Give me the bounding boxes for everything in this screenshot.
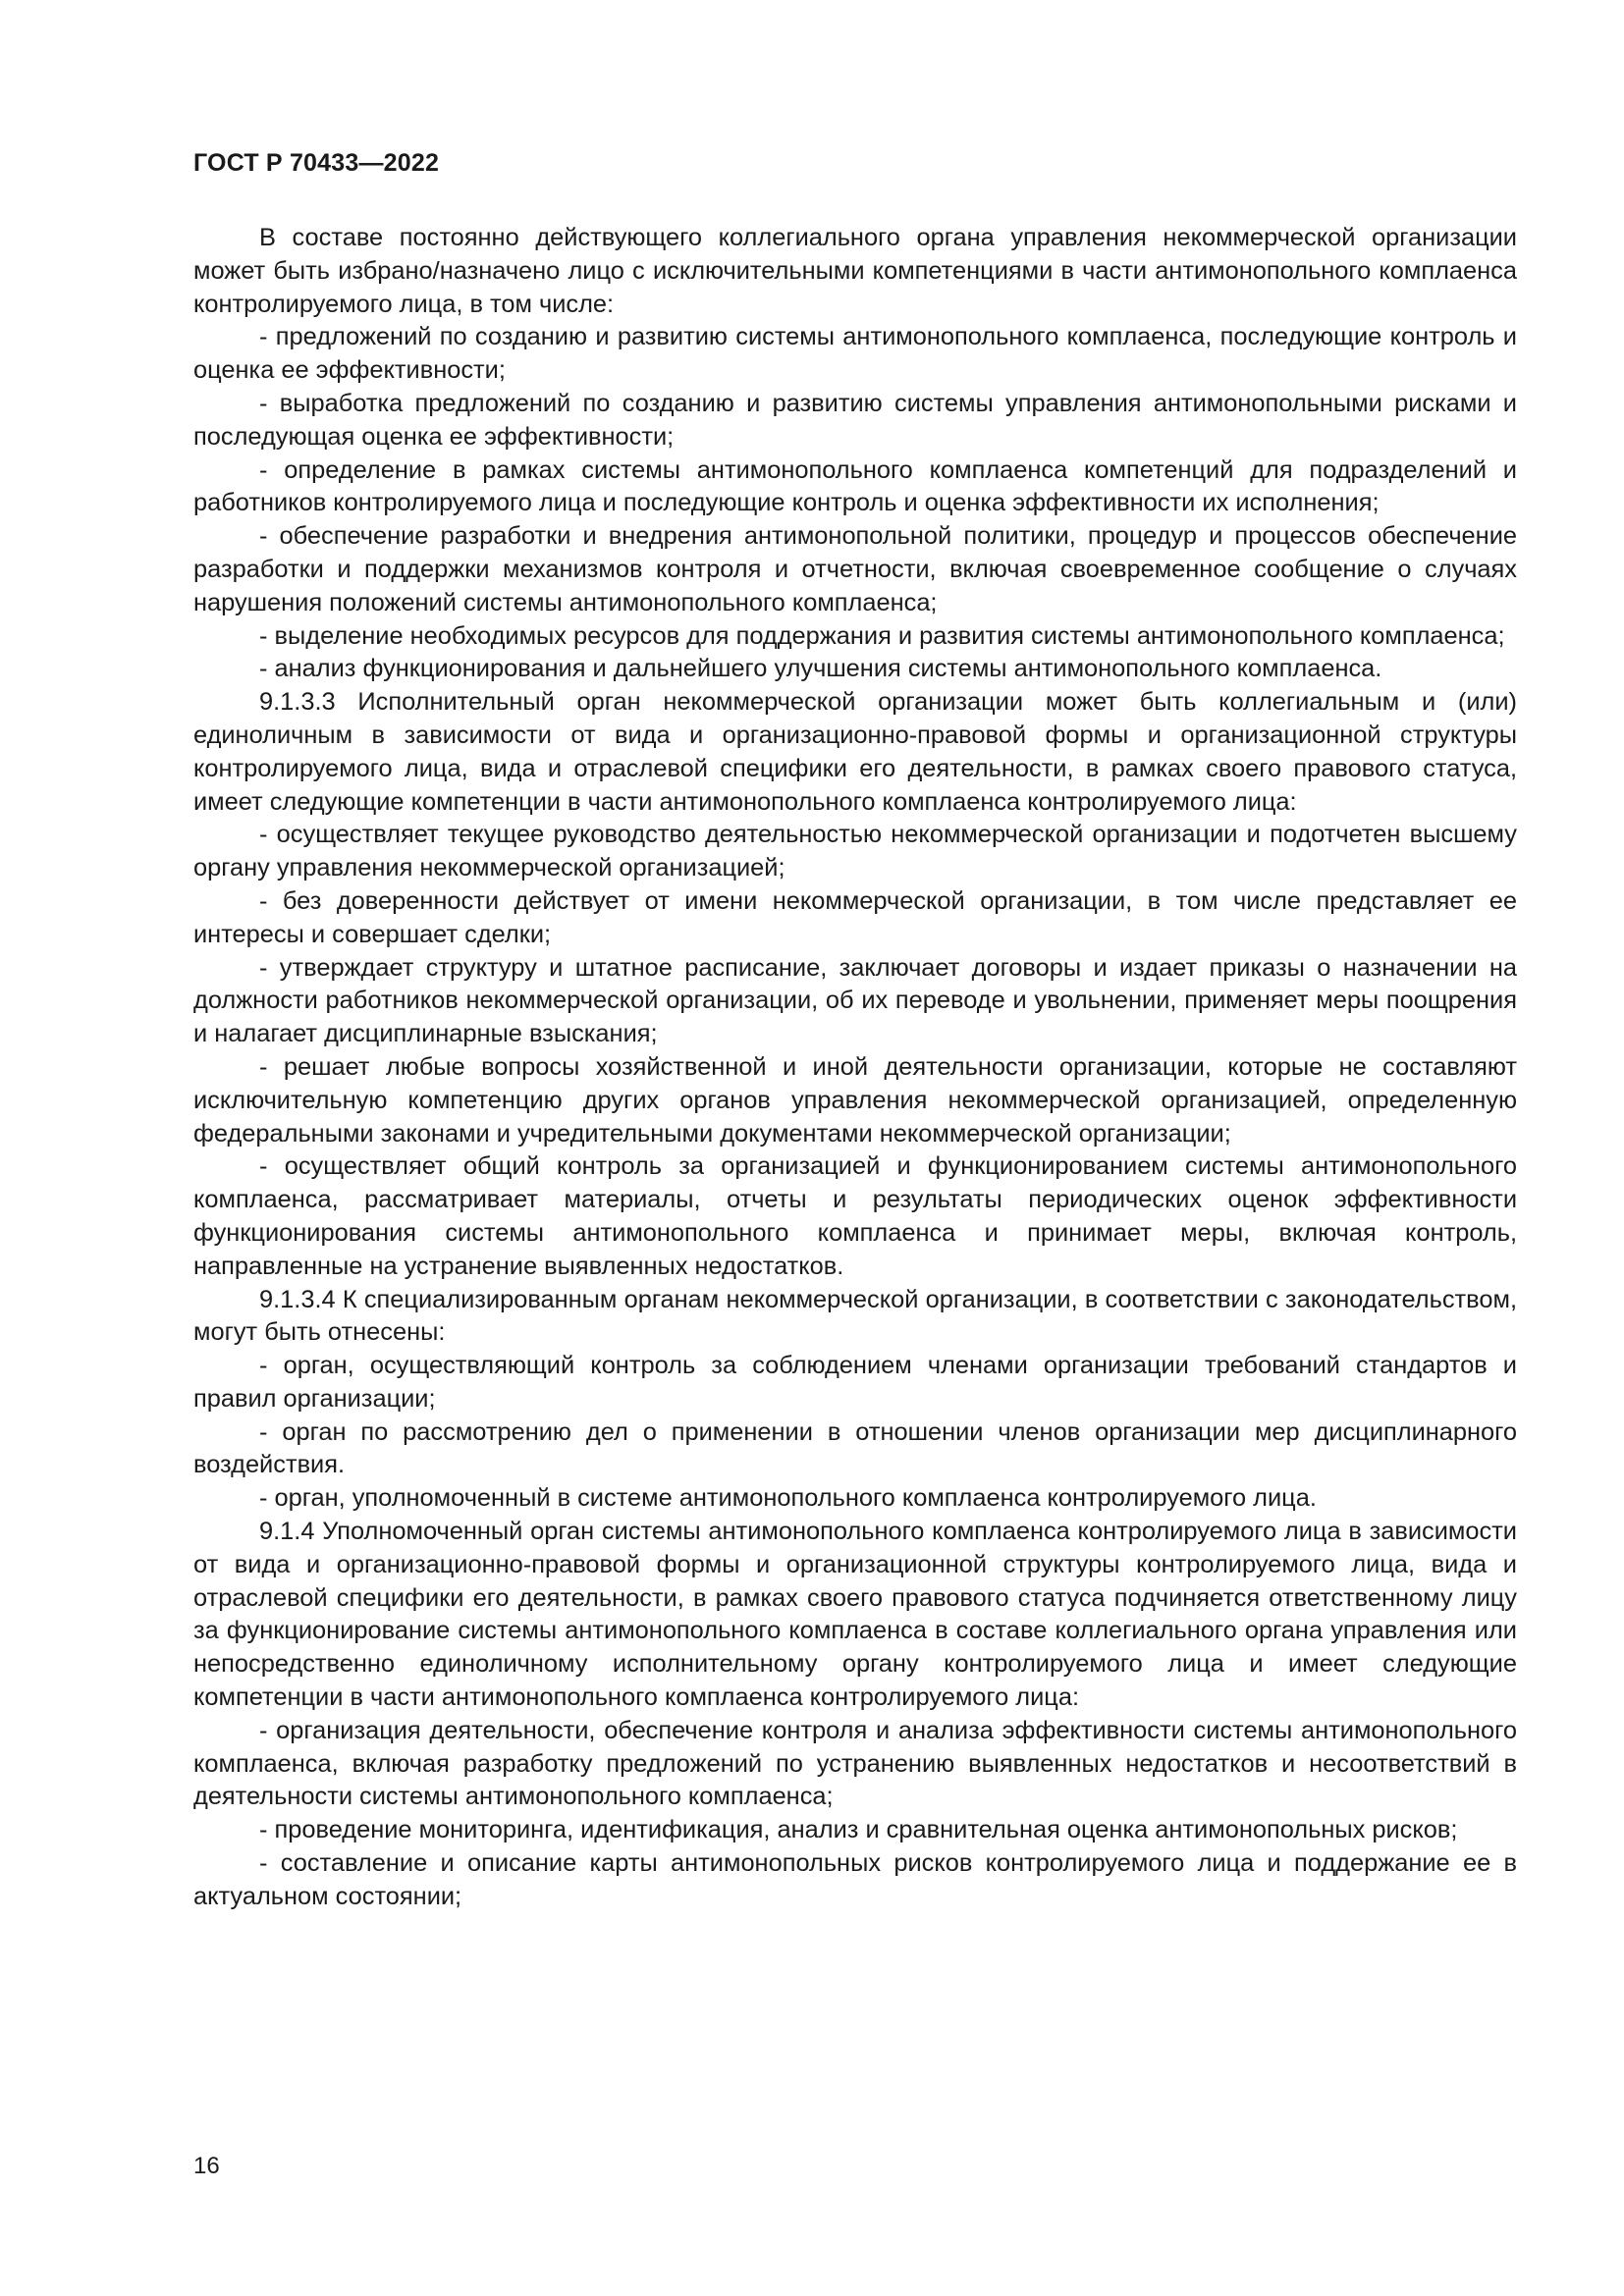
- paragraph: - орган, осуществляющий контроль за соблюдением членами организации требований стандартов и правил организации;: [193, 1352, 1517, 1413]
- paragraph: В составе постоянно действующего коллегиального органа управления некоммерческой организации может быть избрано/назначено лицо с исключительными компетенциями в части антимонопольного комплаенса контролируемого лица, в том числе:: [193, 224, 1517, 318]
- document-body: [193, 222, 1517, 1914]
- paragraph: - проведение мониторинга, идентификация, анализ и сравнительная оценка антимонопольных рисков;: [259, 1816, 1458, 1844]
- paragraph: - определение в рамках системы антимонопольного комплаенса компетенций для подразделений и работников контролируемого лица и последующие контроль и оценка эффективности их исполнения;: [193, 455, 1517, 517]
- paragraph: - утверждает структуру и штатное расписание, заключает договоры и издает приказы о назначении на должности работников некоммерческой организации, об их переводе и увольнении, применяет меры поощрения и налагает дисциплинарные взыскания;: [193, 953, 1517, 1048]
- document-header: ГОСТ Р 70433—2022: [193, 149, 440, 177]
- paragraph: - предложений по созданию и развитию системы антимонопольного комплаенса, последующие контроль и оценка ее эффективности;: [193, 323, 1517, 385]
- paragraph: 9.1.4 Уполномоченный орган системы антимонопольного комплаенса контролируемого лица в зависимости от вида и организационно-правовой формы и организационной структуры контролируемого лица, вида и отраслевой специфики его деятельности, в рамках своего правового статуса подчиняется ответственному лицу за функционирование системы антимонопольного комплаенса в составе коллегиального органа управления или непосредственно единоличному исполнительному органу контролируемого лица и имеет следующие компетенции в части антимонопольного комплаенса контролируемого лица:: [193, 1518, 1517, 1712]
- paragraph: - выделение необходимых ресурсов для поддержания и развития системы антимонопольного комплаенса;: [259, 621, 1505, 650]
- paragraph: - выработка предложений по созданию и развитию системы управления антимонопольными рисками и последующая оценка ее эффективности;: [193, 389, 1517, 451]
- paragraph: 9.1.3.4 К специализированным органам некоммерческой организации, в соответствии с законодательством, могут быть отнесены:: [193, 1285, 1517, 1347]
- paragraph: - орган по рассмотрению дел о применении в отношении членов организации мер дисциплинарного воздействия.: [193, 1417, 1517, 1479]
- paragraph: - осуществляет общий контроль за организацией и функционированием системы антимонопольного комплаенса, рассматривает материалы, отчеты и результаты периодических оценок эффективности функционирования системы антимонопольного комплаенса и принимает меры, включая контроль, направленные на устранение выявленных недостатков.: [193, 1152, 1517, 1280]
- paragraph: - орган, уполномоченный в системе антимонопольного комплаенса контролируемого лица.: [259, 1484, 1317, 1513]
- paragraph: - без доверенности действует от имени некоммерческой организации, в том числе представляет ее интересы и совершает сделки;: [193, 886, 1517, 948]
- paragraph: - организация деятельности, обеспечение контроля и анализа эффективности системы антимонопольного комплаенса, включая разработку предложений по устранению выявленных недостатков и несоответствий в деятельности системы антимонопольного комплаенса;: [193, 1716, 1517, 1811]
- paragraph: - составление и описание карты антимонопольных рисков контролируемого лица и поддержание ее в актуальном состоянии;: [193, 1849, 1517, 1910]
- paragraph: 9.1.3.3 Исполнительный орган некоммерческой организации может быть коллегиальным и (или) единоличным в зависимости от вида и организационно-правовой формы и организационной структуры контролируемого лица, вида и отраслевой специфики его деятельности, в рамках своего правового статуса, имеет следующие компетенции в части антимонопольного комплаенса контролируемого лица:: [193, 688, 1517, 816]
- paragraph: - осуществляет текущее руководство деятельностью некоммерческой организации и подотчетен высшему органу управления некоммерческой организацией;: [193, 821, 1517, 882]
- paragraph: - анализ функционирования и дальнейшего улучшения системы антимонопольного комплаенса.: [259, 655, 1382, 683]
- paragraph: - обеспечение разработки и внедрения антимонопольной политики, процедур и процессов обеспечение разработки и поддержки механизмов контроля и отчетности, включая своевременное сообщение о случаях нарушения положений системы антимонопольного комплаенса;: [193, 522, 1517, 616]
- paragraph: - решает любые вопросы хозяйственной и иной деятельности организации, которые не составляют исключительную компетенцию других органов управления некоммерческой организацией, определенную федеральными законами и учредительными документами некоммерческой организации;: [193, 1052, 1517, 1148]
- page-number: 16: [193, 2153, 220, 2179]
